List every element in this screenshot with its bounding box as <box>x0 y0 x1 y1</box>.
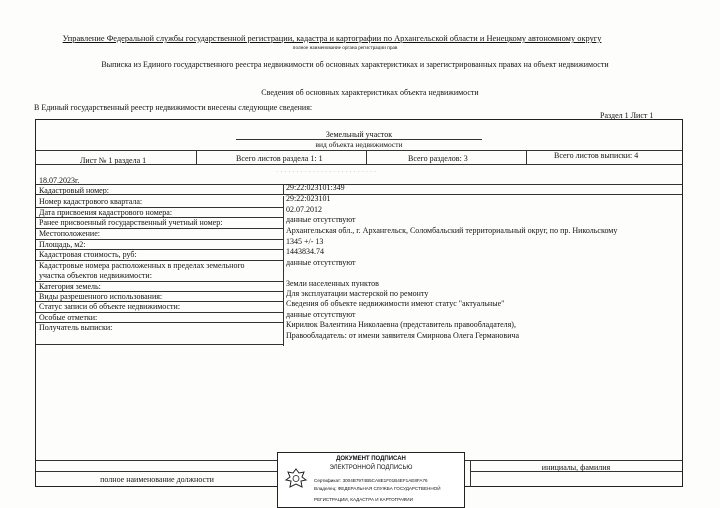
divider <box>366 150 367 164</box>
total-sheets-section: Всего листов раздела 1: 1 <box>236 154 323 163</box>
stamp-owner-line2: РЕГИСТРАЦИИ, КАДАСТРА И КАРТОГРАФИИ <box>314 497 413 502</box>
object-type: Земельный участок <box>325 130 393 139</box>
row-value: Для эксплуатации мастерской по ремонту <box>286 289 429 298</box>
row-label: Дата присвоения кадастрового номера: <box>39 208 173 217</box>
cadastral-number-label: Кадастровый номер: <box>39 186 109 195</box>
document-title: Выписка из Единого государственного реестра недвижимости об основных характеристиках и зарегистрированных правах на объект недвижимости <box>101 60 609 69</box>
row-value-line2: Правообладатель: от имени заявителя Смирнова Олега Германовича <box>286 331 520 340</box>
row-value: 1443834.74 <box>286 247 324 256</box>
agency-name: Управление Федеральной службы государственной регистрации, кадастра и картографии по Архангельской области и Ненецкому автономному округу <box>62 34 602 43</box>
total-sections: Всего разделов: 3 <box>408 154 468 163</box>
object-type-caption: вид объекта недвижимости <box>315 140 403 149</box>
extract-table <box>35 119 683 487</box>
row-value: Архангельская обл., г. Архангельск, Соломбальский территориальный округ, по пр. Никольскому <box>286 226 618 235</box>
row-label: Особые отметки: <box>39 313 98 322</box>
document-subtitle: Сведения об основных характеристиках объекта недвижимости <box>261 88 479 97</box>
row-value: данные отсутствуют <box>286 258 356 267</box>
divider <box>526 150 527 164</box>
intro-text: В Единый государственный реестр недвижимости внесены следующие сведения: <box>34 103 313 112</box>
stamp-title: ДОКУМЕНТ ПОДПИСАН <box>336 456 406 462</box>
divider <box>36 471 278 472</box>
row-value: Земли населенных пунктов <box>286 279 379 288</box>
row-value: Кирилюк Валентина Николаевна (представитель правообладателя), <box>286 320 516 329</box>
initials-caption: инициалы, фамилия <box>541 463 611 472</box>
stamp-certificate: Сертификат: 3004B7974B5CA8E1F01B4EF1AE8FA76 <box>314 478 428 483</box>
stamp-owner: Владелец: ФЕДЕРАЛЬНАЯ СЛУЖБА ГОСУДАРСТВЕННОЙ <box>314 486 441 491</box>
position-caption: полное наименование должности <box>100 475 214 484</box>
stamp-subtitle: ЭЛЕКТРОННОЙ ПОДПИСЬЮ <box>329 465 413 471</box>
row-label-line2: участка объектов недвижимости: <box>39 271 152 280</box>
cadastral-number-value: 29:22:023101:349 <box>286 183 345 192</box>
divider <box>196 150 197 164</box>
total-sheets-extract: Всего листов выписки: 4 <box>554 151 639 160</box>
sheet-number: Лист № 1 раздела 1 <box>80 156 147 165</box>
divider <box>283 184 284 194</box>
section-reference: Раздел 1 Лист 1 <box>600 111 654 120</box>
agency-caption: полное наименование органа регистрации прав <box>292 45 398 51</box>
row-value: данные отсутствуют <box>286 310 356 319</box>
row-label: Получатель выписки: <box>39 323 113 332</box>
extract-date: 18.07.2023г. <box>39 176 80 185</box>
faded-text: · · · · · · · · · · · · · · · · · · · · · · · · · <box>276 168 377 176</box>
divider <box>36 344 283 345</box>
row-label: Виды разрешенного использования: <box>39 292 163 301</box>
row-label: Кадастровая стоимость, руб: <box>39 250 137 259</box>
coat-of-arms-icon <box>284 467 308 491</box>
row-value: 02.07.2012 <box>286 205 322 214</box>
row-value: 29:22:023101 <box>286 194 331 203</box>
row-label: Ранее присвоенный государственный учетный номер: <box>39 218 223 227</box>
row-value: данные отсутствуют <box>286 215 356 224</box>
divider <box>36 164 682 165</box>
row-label: Площадь, м2: <box>39 240 86 249</box>
row-value: 1345 +/- 13 <box>286 237 324 246</box>
row-label: Кадастровые номера расположенных в пределах земельного <box>39 261 245 270</box>
divider <box>236 139 482 140</box>
row-label: Местоположение: <box>39 229 100 238</box>
row-label: Статус записи об объекте недвижимости: <box>39 302 181 311</box>
divider <box>283 196 284 346</box>
divider <box>36 194 682 195</box>
row-label: Категория земель: <box>39 282 101 291</box>
divider <box>36 184 682 185</box>
row-label: Номер кадастрового квартала: <box>39 197 143 206</box>
signature-stamp <box>277 452 465 508</box>
row-value: Сведения об объекте недвижимости имеют статус "актуальные" <box>286 299 505 308</box>
